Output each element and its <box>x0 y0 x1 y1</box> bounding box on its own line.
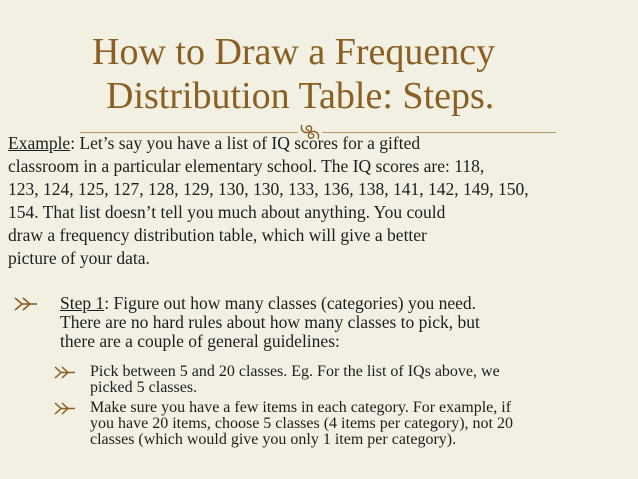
example-text: : Let’s say you have a list of IQ scores for a gifted <box>70 133 421 153</box>
double-chevron-icon <box>54 366 76 379</box>
double-chevron-icon <box>54 402 76 415</box>
sub-bullet-line: you have 20 items, choose 5 classes (4 items per category), not 20 <box>90 415 513 432</box>
sub-bullet-text <box>90 400 513 448</box>
step-1-line <box>60 294 480 313</box>
sub-bullet-line: Make sure you have a few items in each category. For example, if <box>90 399 512 416</box>
example-line: draw a frequency distribution table, which will give a better <box>8 225 427 245</box>
step-1-body: : Figure out how many classes (categories) you need. <box>104 293 477 313</box>
step-1-line: there are a couple of general guidelines: <box>60 331 340 351</box>
title-line-1: How to Draw a Frequency <box>92 31 496 73</box>
step-1-text <box>60 294 480 351</box>
title-line-2: Distribution Table: Steps. <box>106 75 495 117</box>
example-label: Example <box>8 133 71 153</box>
step-1-label: Step 1 <box>60 293 105 313</box>
example-line: 123, 124, 125, 127, 128, 129, 130, 130, 133, 136, 138, 141, 142, 149, 150, <box>8 179 529 199</box>
example-paragraph <box>8 132 632 270</box>
example-line: 154. That list doesn’t tell you much about anything. You could <box>8 202 446 222</box>
sub-bullet-line: classes (which would give you only 1 item per category). <box>90 431 457 448</box>
sub-bullet-line: Pick between 5 and 20 classes. Eg. For the list of IQs above, we <box>90 363 500 380</box>
example-line: picture of your data. <box>8 248 150 268</box>
example-line <box>8 132 632 155</box>
step-1-line: There are no hard rules about how many classes to pick, but <box>60 312 480 332</box>
example-line: classroom in a particular elementary school. The IQ scores are: 118, <box>8 156 485 176</box>
sub-bullet-text <box>90 364 500 396</box>
sub-bullet-line: picked 5 classes. <box>90 379 198 396</box>
double-chevron-icon <box>14 297 38 311</box>
slide-title <box>92 30 562 118</box>
